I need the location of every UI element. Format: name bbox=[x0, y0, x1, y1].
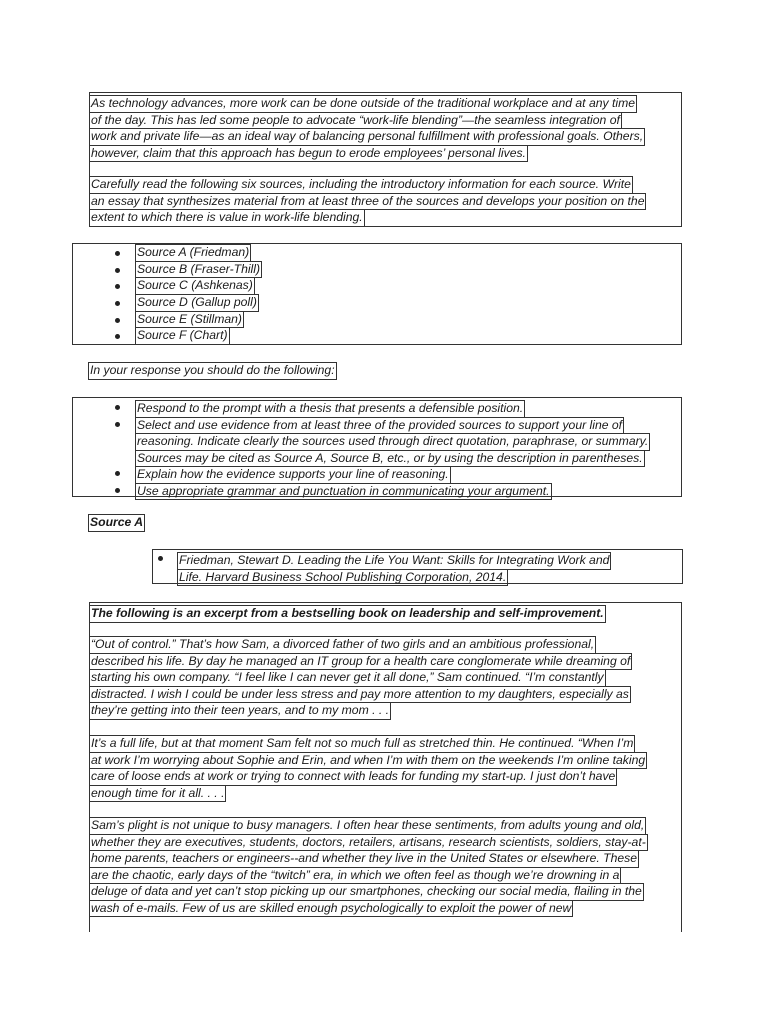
source-label: Source C (Ashkenas) bbox=[137, 278, 253, 293]
excerpt-intro: The following is an excerpt from a bestselling book on leadership and self-improvement. bbox=[91, 606, 604, 620]
source-label: Source A (Friedman) bbox=[137, 245, 250, 259]
text-line: Use appropriate grammar and punctuation in communicating your argument. bbox=[137, 483, 550, 498]
bullet-icon bbox=[115, 422, 120, 427]
text-line: they’re getting into their teen years, and to my mom . . . bbox=[91, 703, 390, 717]
source-label: Source D (Gallup poll) bbox=[137, 295, 257, 310]
bullet-icon bbox=[115, 334, 120, 339]
bullet-icon bbox=[115, 318, 120, 323]
bullet-icon bbox=[115, 301, 120, 306]
text-line: wash of e-mails. Few of us are skilled enough psychologically to exploit the power of new bbox=[91, 900, 572, 915]
intro-paragraph-2 bbox=[90, 175, 645, 225]
text-line: work and private life—as an ideal way of balancing personal fulfillment with professional goals. Others, bbox=[91, 129, 644, 143]
citation-line: Life. Harvard Business School Publishing Corporation, 2014. bbox=[179, 569, 507, 584]
text-line: “Out of control.” That’s how Sam, a divorced father of two girls and an ambitious professional, bbox=[91, 637, 595, 651]
citation-box bbox=[152, 549, 683, 584]
text-line: Respond to the prompt with a thesis that presents a defensible position. bbox=[137, 401, 524, 415]
bullet-icon bbox=[115, 471, 120, 476]
intro-box bbox=[89, 92, 682, 227]
list-item bbox=[73, 465, 681, 482]
text-line: Carefully read the following six sources, including the introductory information for each source. Write bbox=[91, 177, 631, 191]
bullet-icon bbox=[115, 405, 120, 410]
excerpt-paragraph-2 bbox=[90, 734, 646, 800]
source-label: Source F (Chart) bbox=[137, 328, 228, 343]
text-line: care of loose ends at work or trying to connect with leads for funding my start-up. I just don’t have bbox=[91, 769, 616, 783]
bullet-icon bbox=[158, 556, 163, 561]
text-line: described his life. By day he managed an IT group for a health care conglomerate while dreaming of bbox=[91, 653, 631, 668]
excerpt-paragraph-3 bbox=[90, 816, 647, 915]
text-line: whether they are executives, students, doctors, retailers, artisans, research scientists, soldiers, stay-at- bbox=[91, 834, 646, 849]
text-line: As technology advances, more work can be done outside of the traditional workplace and at any time bbox=[91, 96, 636, 110]
text-line: It’s a full life, but at that moment Sam felt not so much full as stretched thin. He continued. “When I’m bbox=[91, 736, 634, 750]
response-items-box bbox=[72, 397, 682, 497]
text-line: Sources may be cited as Source A, Source B, etc., or by using the description in parentheses. bbox=[137, 450, 643, 465]
text-line: starting his own company. “I feel like I can never get it all done,” Sam continued. “I’m constantly bbox=[91, 670, 604, 684]
text-line: distracted. I wish I could be under less stress and pay more attention to my daughters, especially as bbox=[91, 686, 629, 701]
text-line: extent to which there is value in work-life blending. bbox=[91, 210, 363, 224]
source-label: Source E (Stillman) bbox=[137, 311, 242, 326]
bullet-icon bbox=[115, 251, 120, 256]
text-line: home parents, teachers or engineers--and whether they live in the United States or elsewhere. These bbox=[91, 851, 638, 865]
source-a-excerpt-box bbox=[89, 602, 682, 932]
text-line: Select and use evidence from at least three of the provided sources to support your line of bbox=[137, 417, 623, 432]
bullet-icon bbox=[115, 268, 120, 273]
intro-paragraph-1 bbox=[90, 94, 644, 160]
text-line: enough time for it all. . . . bbox=[91, 785, 225, 800]
source-label: Source B (Fraser-Thill) bbox=[137, 261, 261, 276]
excerpt-paragraph-1 bbox=[90, 635, 631, 718]
text-line: reasoning. Indicate clearly the sources used through direct quotation, paraphrase, or summary. bbox=[137, 434, 649, 448]
text-line: of the day. This has led some people to advocate “work-life blending”—the seamless integration of bbox=[91, 112, 620, 127]
bullet-icon bbox=[115, 488, 120, 493]
list-item bbox=[73, 416, 681, 466]
text-line: Explain how the evidence supports your line of reasoning. bbox=[137, 467, 449, 481]
text-line: an essay that synthesizes material from at least three of the sources and develops your position on the bbox=[91, 193, 645, 208]
response-heading: In your response you should do the following: bbox=[90, 363, 335, 377]
text-line: Sam’s plight is not unique to busy managers. I often hear these sentiments, from adults young and old, bbox=[91, 818, 645, 832]
text-line: however, claim that this approach has begun to erode employees’ personal lives. bbox=[91, 145, 526, 160]
list-item bbox=[73, 399, 681, 416]
text-line: deluge of data and yet can’t stop picking up our smartphones, checking our social media, flailing in the bbox=[91, 884, 642, 898]
list-item bbox=[73, 482, 681, 499]
bullet-icon bbox=[115, 284, 120, 289]
text-line: are the chaotic, early days of the “twitch” era, in which we often feel as though we’re drowning in a bbox=[91, 867, 620, 882]
source-a-label: Source A bbox=[90, 515, 144, 529]
citation-line: Friedman, Stewart D. Leading the Life You Want: Skills for Integrating Work and bbox=[179, 553, 610, 567]
text-line: at work I’m worrying about Sophie and Erin, and when I’m with them on the weekends I’m online taking bbox=[91, 752, 646, 767]
sources-list-box bbox=[72, 243, 682, 345]
